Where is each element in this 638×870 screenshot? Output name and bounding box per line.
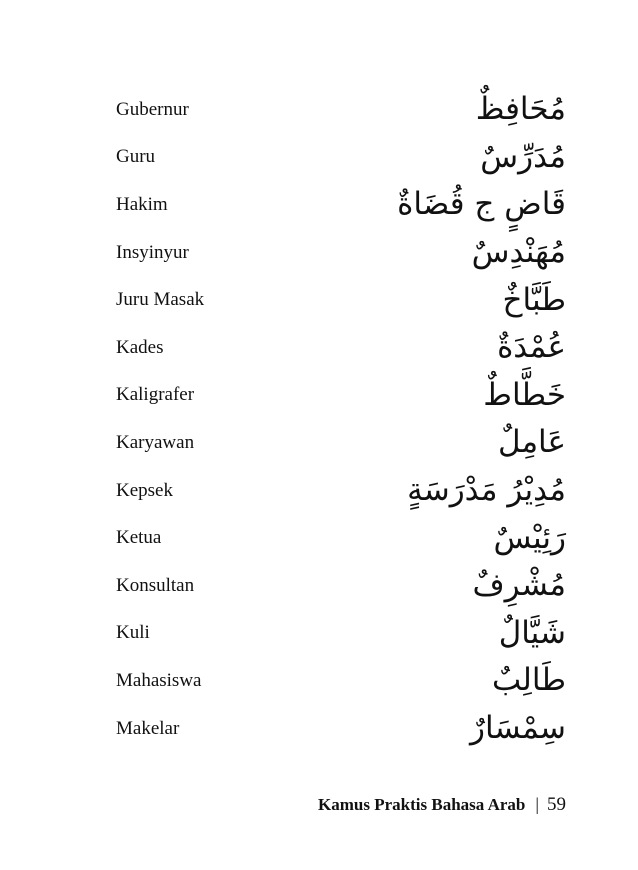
vocab-entry — [116, 372, 566, 420]
arabic-term: خَطَّاطٌ — [483, 376, 566, 413]
vocab-entry — [116, 467, 566, 515]
vocab-entry — [116, 562, 566, 610]
vocab-entry — [116, 134, 566, 182]
indonesian-term: Ketua — [116, 527, 162, 549]
indonesian-term: Guru — [116, 146, 156, 168]
arabic-term: قَاضٍ ج قُضَاةٌ — [397, 186, 566, 223]
indonesian-term: Juru Masak — [116, 289, 205, 311]
arabic-term: شَيَّالٌ — [498, 614, 566, 651]
indonesian-term: Karyawan — [116, 431, 195, 453]
indonesian-term: Kades — [116, 336, 164, 358]
page-footer — [0, 794, 566, 816]
book-title: Kamus Praktis Bahasa Arab — [318, 795, 526, 814]
vocab-entry — [116, 419, 566, 467]
arabic-term: مُحَافِظٌ — [475, 91, 566, 128]
arabic-term: رَئِيْسٌ — [493, 519, 566, 556]
vocab-entry — [116, 657, 566, 705]
indonesian-term: Kaligrafer — [116, 384, 195, 406]
vocab-entry — [116, 86, 566, 134]
indonesian-term: Hakim — [116, 193, 168, 215]
arabic-term: سِمْسَارٌ — [470, 710, 566, 747]
arabic-term: مُدَرِّسٌ — [480, 138, 566, 175]
vocabulary-list — [116, 86, 566, 752]
indonesian-term: Gubernur — [116, 98, 189, 120]
vocab-entry — [116, 181, 566, 229]
indonesian-term: Makelar — [116, 717, 180, 739]
arabic-term: عَامِلٌ — [497, 424, 566, 461]
arabic-term: عُمْدَةٌ — [497, 329, 566, 366]
footer-separator: | — [535, 794, 539, 814]
arabic-term: مُهَنْدِسٌ — [471, 234, 566, 271]
arabic-term: مُشْرِفٌ — [472, 567, 566, 604]
indonesian-term: Insyinyur — [116, 241, 189, 263]
arabic-term: مُدِيْرُ مَدْرَسَةٍ — [407, 472, 566, 509]
arabic-term: طَبَّاخٌ — [502, 281, 566, 318]
indonesian-term: Mahasiswa — [116, 669, 202, 691]
vocab-entry — [116, 610, 566, 658]
indonesian-term: Konsultan — [116, 574, 195, 596]
vocab-entry — [116, 514, 566, 562]
indonesian-term: Kepsek — [116, 479, 173, 501]
indonesian-term: Kuli — [116, 622, 150, 644]
page-number: 59 — [547, 794, 566, 815]
vocab-entry — [116, 324, 566, 372]
vocab-entry — [116, 229, 566, 277]
arabic-term: طَالِبٌ — [491, 662, 566, 699]
vocab-entry — [116, 705, 566, 753]
vocab-entry — [116, 276, 566, 324]
